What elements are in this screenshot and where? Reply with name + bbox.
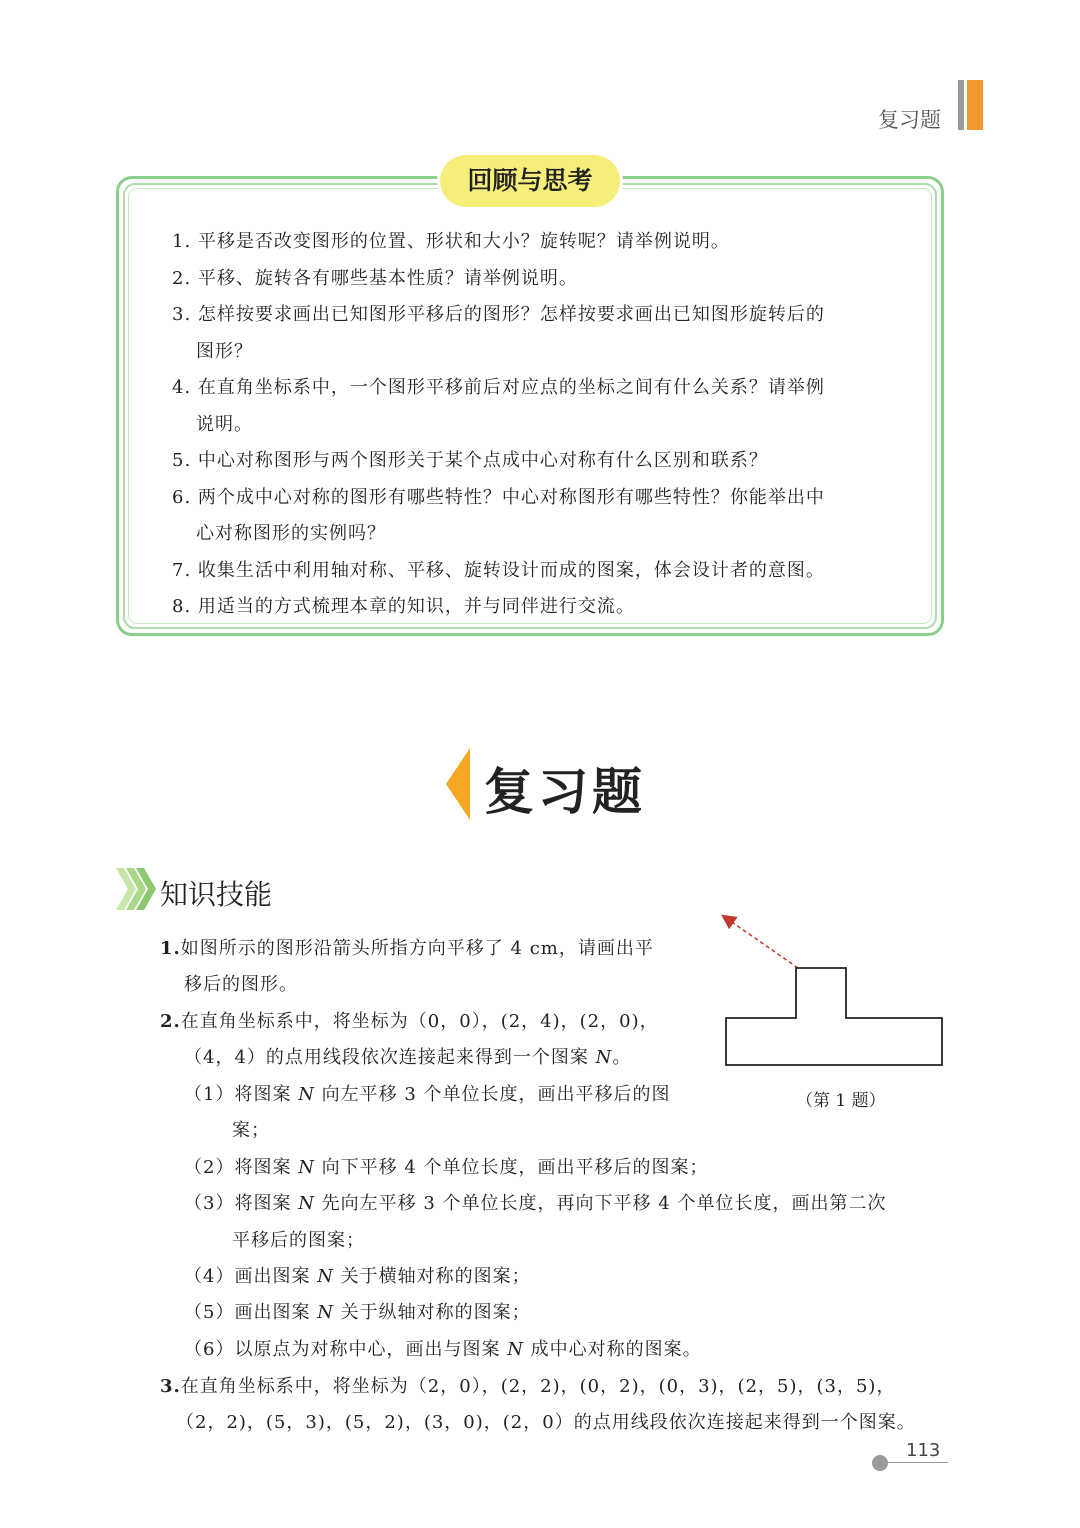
t-shape-polygon	[726, 968, 942, 1065]
review-question-6-cont: 心对称图形的实例吗？	[196, 523, 386, 544]
chevrons-icon	[116, 866, 160, 912]
problem-2-line-1: 2.在直角坐标系中，将坐标为（0，0），(2，4)，(2，0)，	[160, 1011, 659, 1032]
review-question-2: 2. 平移、旋转各有哪些基本性质？请举例说明。	[172, 268, 578, 289]
page-line	[888, 1462, 948, 1463]
chapter-header-label: 复习题	[878, 108, 941, 132]
problem-2-sub-6: （6）以原点为对称中心，画出与图案 N 成中心对称的图案。	[184, 1339, 702, 1360]
problem-1-number: 1.	[160, 938, 181, 959]
problem-2-sub-4: （4）画出图案 N 关于横轴对称的图案；	[184, 1266, 531, 1287]
problem-2-sub-1: （1）将图案 N 向左平移 3 个单位长度，画出平移后的图	[184, 1084, 671, 1105]
problem-1-line-1: 1.如图所示的图形沿箭头所指方向平移了 4 cm，请画出平	[160, 938, 654, 959]
problem-2-sub-5: （5）画出图案 N 关于纵轴对称的图案；	[184, 1302, 531, 1323]
problem-2-sub-2: （2）将图案 N 向下平移 4 个单位长度，画出平移后的图案；	[184, 1157, 709, 1178]
review-question-5: 5. 中心对称图形与两个图形关于某个点成中心对称有什么区别和联系？	[172, 450, 768, 471]
problem-3-line-2: （2，2)，(5，3)，(5，2)，(3，0)，(2，0）的点用线段依次连接起来得到一个图案。	[176, 1412, 916, 1433]
problem-3-line-1: 3.在直角坐标系中，将坐标为（2，0），(2，2)，(0，2)，(0，3)，(2，5)，(3，5)，	[160, 1376, 896, 1397]
problem-2-sub-3: （3）将图案 N 先向左平移 3 个单位长度，再向下平移 4 个单位长度，画出第二次	[184, 1193, 887, 1214]
review-question-4-cont: 说明。	[196, 414, 253, 435]
problem-2-number: 2.	[160, 1011, 181, 1032]
problem-3-number: 3.	[160, 1376, 181, 1397]
problem-2-sub-1-cont: 案；	[232, 1120, 270, 1141]
title-triangle-icon	[446, 748, 470, 820]
problem-2-line-2: （4，4）的点用线段依次连接起来得到一个图案 N。	[184, 1047, 632, 1068]
problem-1-line-2: 移后的图形。	[184, 974, 298, 995]
review-question-7: 7. 收集生活中利用轴对称、平移、旋转设计而成的图案，体会设计者的意图。	[172, 560, 825, 581]
review-question-1: 1. 平移是否改变图形的位置、形状和大小？旋转呢？请举例说明。	[172, 231, 730, 252]
review-question-3-cont: 图形？	[196, 341, 253, 362]
header-bar-gray	[958, 80, 964, 130]
sub-heading: 知识技能	[160, 878, 273, 911]
review-title: 回顾与思考	[440, 155, 620, 207]
problem-2-sub-3-cont: 平移后的图案；	[232, 1230, 365, 1251]
figure-caption: （第 1 题）	[796, 1091, 886, 1111]
page-number: 113	[906, 1440, 941, 1461]
review-question-6: 6. 两个成中心对称的图形有哪些特性？中心对称图形有哪些特性？你能举出中	[172, 487, 825, 508]
review-question-4: 4. 在直角坐标系中，一个图形平移前后对应点的坐标之间有什么关系？请举例	[172, 377, 825, 398]
page-dot-icon	[872, 1455, 888, 1471]
review-question-8: 8. 用适当的方式梳理本章的知识，并与同伴进行交流。	[172, 596, 635, 617]
review-question-3: 3. 怎样按要求画出已知图形平移后的图形？怎样按要求画出已知图形旋转后的	[172, 304, 825, 325]
section-title: 复习题	[484, 762, 646, 821]
header-bar-orange	[967, 80, 983, 130]
problem-1-figure	[720, 908, 960, 1078]
direction-arrow-icon	[726, 918, 798, 968]
